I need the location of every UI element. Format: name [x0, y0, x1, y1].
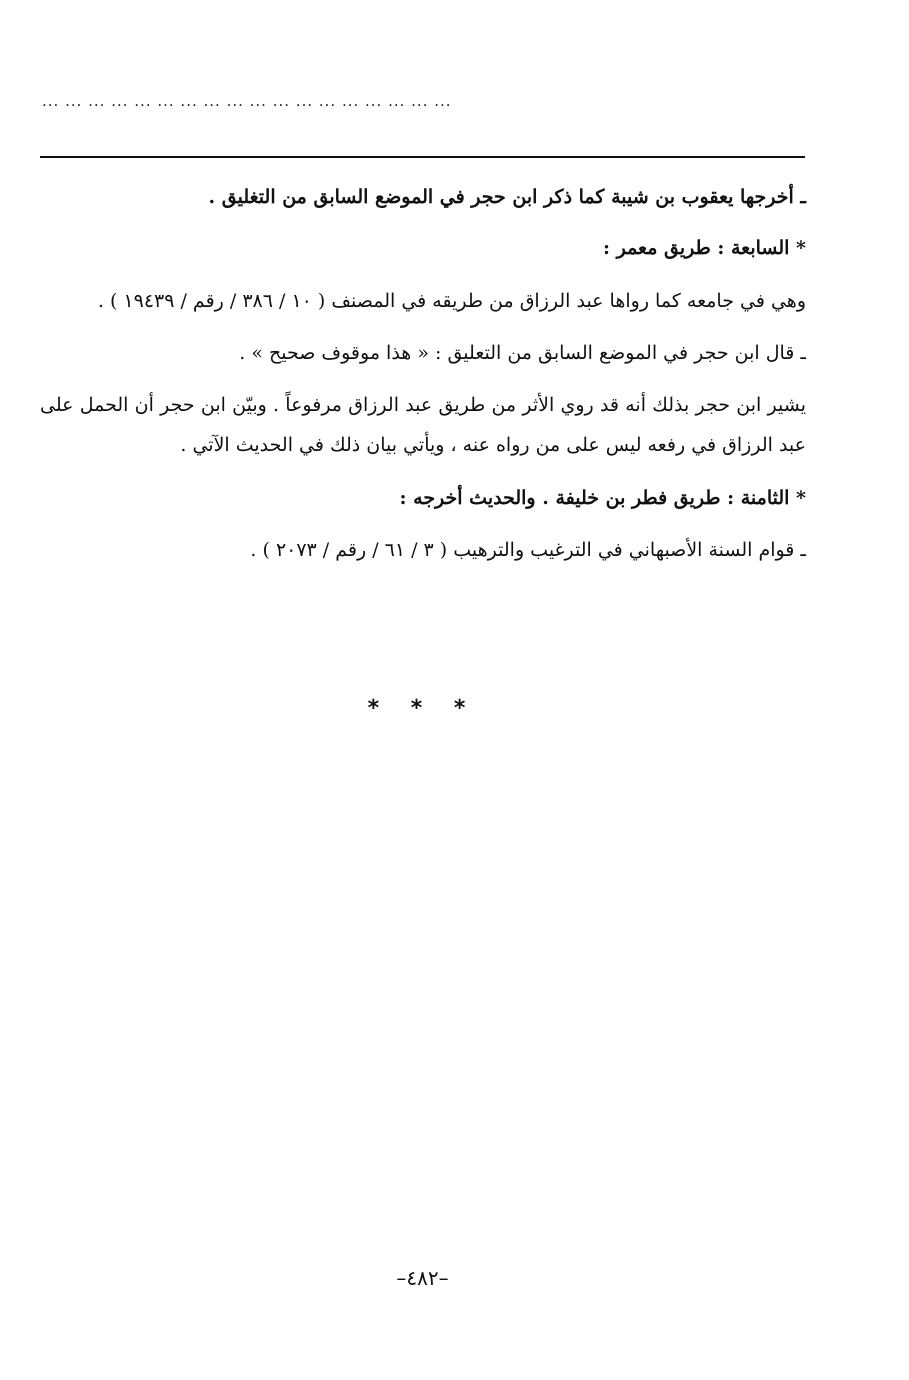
section-separator: * * * — [367, 696, 478, 721]
text-line-1: ـ أخرجها يعقوب بن شيبة كما ذكر ابن حجر في الموضع السابق من التغليق . — [208, 186, 806, 208]
paragraph-5: يشير ابن حجر بذلك أنه قد روي الأثر من طريق عبد الرزاق مرفوعاً . وبيّن ابن حجر أن الحمل على عبد الرزاق في رفعه ليس على من رواه عنه ، ويأتي بيان ذلك في الحديث الآتي . — [40, 394, 806, 456]
text-line-4: ـ قال ابن حجر في الموضع السابق من التعليق : « هذا موقوف صحيح » . — [239, 342, 806, 364]
section-heading-eighth: * الثامنة : طريق فطر بن خليفة . والحديث أخرجه : — [399, 487, 806, 509]
leader-dots: ... ... ... ... ... ... ... ... ... ... ... ... ... ... ... ... ... ... — [42, 92, 452, 110]
text-line-3: وهي في جامعه كما رواها عبد الرزاق من طريقه في المصنف ( ١٠ / ٣٨٦ / رقم / ١٩٤٣٩ ) . — [97, 290, 806, 312]
text-line-7: ـ قوام السنة الأصبهاني في الترغيب والترهيب ( ٣ / ٦١ / رقم / ٢٠٧٣ ) . — [250, 539, 806, 561]
page-number: –٤٨٢– — [396, 1266, 449, 1290]
section-heading-seventh: * السابعة : طريق معمر : — [602, 237, 806, 259]
footnote-rule — [40, 156, 805, 158]
